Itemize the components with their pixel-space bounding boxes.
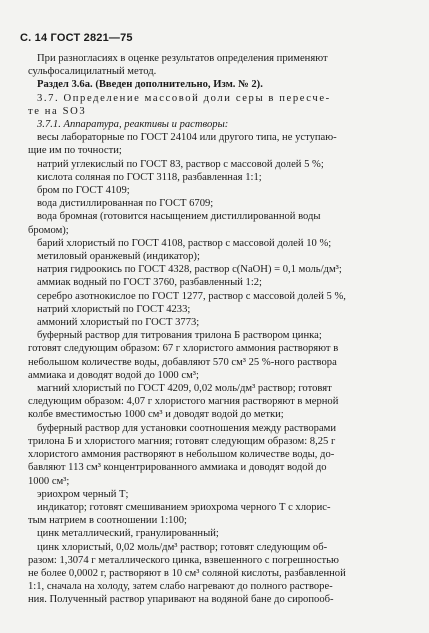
- text-line: небольшом количестве воды, добавляют 570 см³ 25 %-ного раствора: [28, 356, 337, 368]
- text-line: не более 0,0002 г, растворяют в 10 см³ соляной кислоты, разбавленной: [28, 567, 346, 579]
- text-line: серебро азотнокислое по ГОСТ 1277, раствор с массовой долей 5 %,: [37, 290, 346, 302]
- text-line: кислота соляная по ГОСТ 3118, разбавленная 1:1;: [37, 171, 262, 183]
- text-line: сульфосалицилатный метод.: [28, 66, 157, 78]
- text-line: барий хлористый по ГОСТ 4108, раствор с массовой долей 10 %;: [37, 237, 332, 249]
- text-line: аммиака и доводят водой до 1000 см³;: [28, 369, 199, 381]
- text-line: эриохром черный Т;: [37, 488, 129, 500]
- text-line: цинк металлический, гранулированный;: [37, 528, 219, 540]
- text-line: Раздел 3.6а. (Введен дополнительно, Изм. № 2).: [37, 79, 263, 91]
- text-line: щие им по точности;: [28, 145, 122, 157]
- text-line: аммиак водный по ГОСТ 3760, разбавленный 1:2;: [37, 277, 262, 289]
- text-line: вода дистиллированная по ГОСТ 6709;: [37, 198, 214, 210]
- text-line: натрий углекислый по ГОСТ 83, раствор с массовой долей 5 %;: [37, 158, 324, 170]
- document-body: [28, 52, 416, 607]
- text-line: вода бромная (готовится насыщением дистиллированной воды: [37, 211, 321, 223]
- text-line: буферный раствор для титрования трилона Б раствором цинка;: [37, 330, 322, 342]
- text-line: натрий хлористый по ГОСТ 4233;: [37, 303, 191, 315]
- text-line: тым натрием в соотношении 1:100;: [28, 515, 187, 527]
- text-line: бромом);: [28, 224, 69, 236]
- section-heading: те на SO3: [28, 105, 87, 117]
- text-line: При разногласиях в оценке результатов определения применяют: [37, 53, 328, 64]
- subsection-heading: 3.7.1. Аппаратура, реактивы и растворы:: [37, 119, 229, 131]
- text-line: следующим образом: 4,07 г хлористого магния растворяют в мерной: [28, 396, 339, 408]
- text-line: ния. Полученный раствор упаривают на водяной бане до сиропооб-: [28, 594, 334, 606]
- text-line: натрия гидроокись по ГОСТ 4328, раствор с(NaOH) = 0,1 моль/дм³;: [37, 264, 342, 276]
- text-line: весы лабораторные по ГОСТ 24104 или другого типа, не уступаю-: [37, 132, 337, 144]
- text-line: цинк хлористый, 0,02 моль/дм³ раствор; готовят следующим об-: [37, 541, 328, 553]
- section-heading: 3.7. Определение массовой доли серы в пересче-: [37, 92, 331, 104]
- text-line: метиловый оранжевый (индикатор);: [37, 251, 200, 263]
- text-line: 1000 см³;: [28, 475, 70, 487]
- text-line: 1:1, сначала на холоду, затем слабо нагревают до полного растворе-: [28, 581, 333, 593]
- text-line: бавляют 113 см³ концентрированного аммиака и доводят водой до: [28, 462, 327, 474]
- text-line: индикатор; готовят смешиванием эриохрома черного Т с хлорис-: [37, 501, 331, 513]
- text-line: хлористого аммония растворяют в небольшом количестве воды, до-: [28, 449, 335, 461]
- text-line: трилона Б и хлористого магния; готовят следующим образом: 8,25 г: [28, 435, 336, 447]
- text-line: магний хлористый по ГОСТ 4209, 0,02 моль/дм³ раствор; готовят: [37, 383, 332, 395]
- text-line: буферный раствор для установки соотношения между растворами: [37, 422, 337, 434]
- text-line: аммоний хлористый по ГОСТ 3773;: [37, 317, 200, 329]
- text-line: колбе вместимостью 1000 см³ и доводят водой до метки;: [28, 409, 284, 421]
- page-header: С. 14 ГОСТ 2821—75: [20, 32, 133, 44]
- text-line: готовят следующим образом: 67 г хлористого аммония растворяют в: [28, 343, 339, 355]
- text-line: бром по ГОСТ 4109;: [37, 185, 130, 197]
- text-line: разом: 1,3074 г металлического цинка, взвешенного с погрешностью: [28, 554, 339, 566]
